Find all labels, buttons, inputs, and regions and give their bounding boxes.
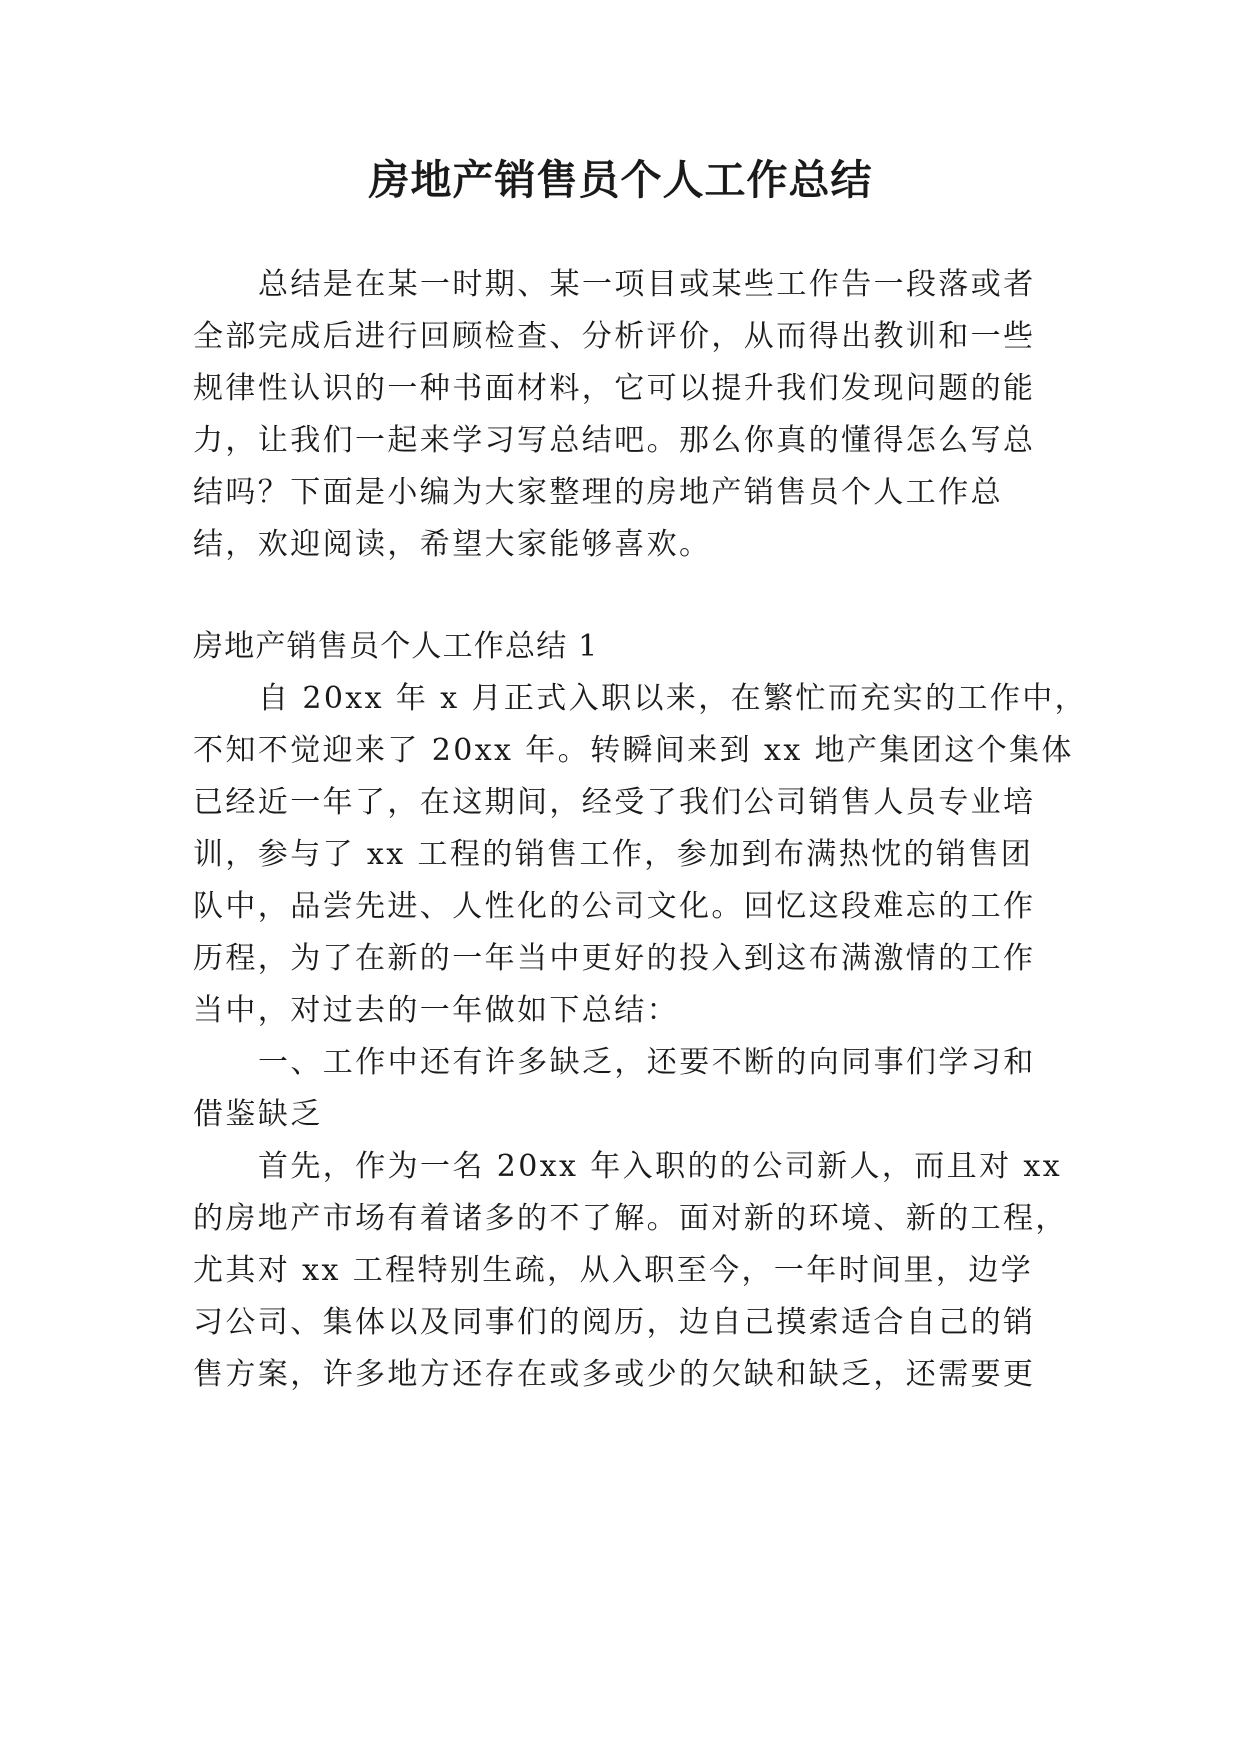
paragraph-line: 的房地产市场有着诸多的不了解。面对新的环境、新的工程， [193,1201,1068,1236]
paragraph-line: 习公司、集体以及同事们的阅历，边自己摸索适合自己的销 [193,1305,1036,1340]
paragraph-line: 尤其对 xx 工程特别生疏，从入职至今，一年时间里，边学 [193,1253,1034,1288]
document-title: 房地产销售员个人工作总结 [368,156,873,204]
paragraph-line: 不知不觉迎来了 20xx 年。转瞬间来到 xx 地产集团这个集体 [193,733,1074,768]
paragraph-line: 首先，作为一名 20xx 年入职的的公司新人，而且对 xx [258,1149,1063,1184]
point-heading-line: 一、工作中还有许多缺乏，还要不断的向同事们学习和 [258,1045,1036,1080]
intro-line: 规律性认识的一种书面材料，它可以提升我们发现问题的能 [193,371,1036,406]
intro-line: 全部完成后进行回顾检查、分析评价，从而得出教训和一些 [193,319,1036,354]
intro-line: 总结是在某一时期、某一项目或某些工作告一段落或者 [258,267,1036,302]
paragraph-line: 当中，对过去的一年做如下总结： [193,993,679,1028]
paragraph-line: 训，参与了 xx 工程的销售工作，参加到布满热忱的销售团 [193,837,1034,872]
paragraph-line: 已经近一年了，在这期间，经受了我们公司销售人员专业培 [193,785,1036,820]
paragraph-line: 售方案，许多地方还存在或多或少的欠缺和缺乏，还需要更 [193,1357,1036,1392]
paragraph-line: 历程，为了在新的一年当中更好的投入到这布满激情的工作 [193,941,1036,976]
section-heading: 房地产销售员个人工作总结 1 [193,629,599,664]
intro-line: 力，让我们一起来学习写总结吧。那么你真的懂得怎么写总 [193,423,1036,458]
intro-line: 结，欢迎阅读，希望大家能够喜欢。 [193,527,712,562]
intro-line: 结吗？下面是小编为大家整理的房地产销售员个人工作总 [193,475,1003,510]
paragraph-line: 队中，品尝先进、人性化的公司文化。回忆这段难忘的工作 [193,889,1036,924]
paragraph-line: 自 20xx 年 x 月正式入职以来，在繁忙而充实的工作中， [258,681,1088,716]
point-heading-line: 借鉴缺乏 [193,1097,323,1132]
